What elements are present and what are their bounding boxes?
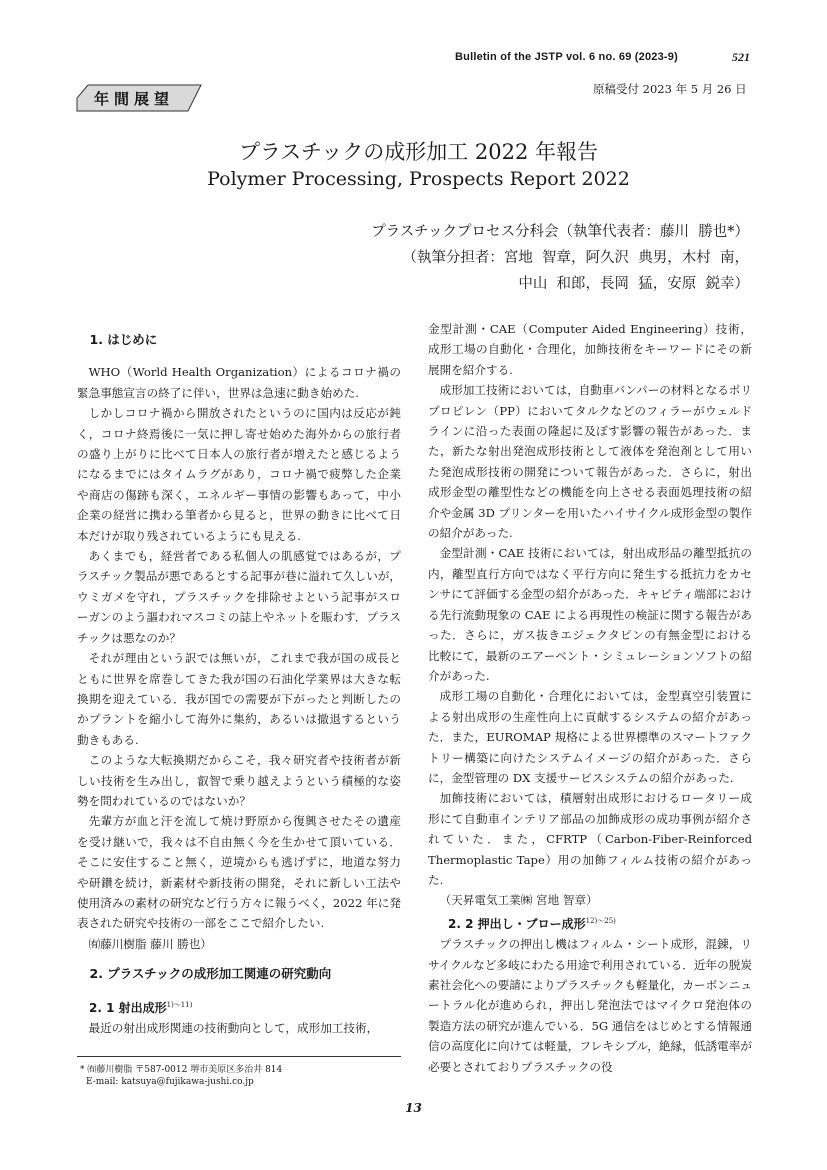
paragraph: プラスチックの押出し機はフィルム・シート成形，混錬，リサイクルなど多岐にわたる用途で利用されている．近年の脱炭素社会化への要請によりプラスチックも軽量化，カーボンニュートラル化が進められ，押出し発泡法ではマイクロ発泡体の製造方法の研究が進んでいる．5G 通信をはじめとする情報通信の高度化に向けては軽量，フレキシブル，絶縁，低誘電率が必要とされておりプラスチックの役 xyxy=(428,937,752,1074)
reference-superscript: 12)～25) xyxy=(585,916,616,925)
page-footer-number: 13 xyxy=(405,1101,422,1115)
subsection-heading-extrusion-blow xyxy=(436,911,752,934)
left-column xyxy=(77,330,401,1038)
paragraph: 最近の射出成形関連の技術動向として，成形加工技術， xyxy=(88,1021,379,1035)
paragraph: 先輩方が血と汗を流して焼け野原から復興させたその遺産を受け継いで，我々は不自由無く今を生かせて頂いている．そこに安住すること無く，逆境からも逃げずに，地道な努力や研鑽を続け，新素材や新技術の開発，それに新しい工法や使用済みの素材の研究など行う方々に報うべく，2022 年に発表された研究や技術の一部をここで紹介したい. xyxy=(77,814,401,931)
section-tag xyxy=(76,84,202,112)
received-date: 原稿受付 2023 年 5 月 26 日 xyxy=(593,82,747,96)
section-tag-label: 年間展望 xyxy=(94,90,175,108)
paragraph: 金型計測・CAE（Computer Aided Engineering）技術，成形工場の自動化・合理化，加飾技術をキーワードにその新展開を紹介する. xyxy=(428,322,752,377)
title-english: Polymer Processing, Prospects Report 2022 xyxy=(207,168,630,190)
footnote-email: E-mail: katsuya@fujikawa-jushi.co.jp xyxy=(86,1077,254,1087)
paragraph: 金型計測・CAE 技術においては，射出成形品の離型抵抗の内，離型直行方向ではなく平行方向に発生する抵抗力をカセンサにて評価する金型の紹介があった．キャビティ端部における先行流動現象の CAE による再現性の検証に関する報告があった．さらに，ガス抜きエジェクタピンの有無金型における比較にて，最新のエアーベント・シミュレーションソフトの紹介があった. xyxy=(428,546,752,683)
paragraph: WHO（World Health Organization）によるコロナ禍の緊急事態宣言の終了に伴い，世界は急速に動き始めた. xyxy=(77,365,401,400)
paragraph: しかしコロナ禍から開放されたというのに国内は反応が鈍く，コロナ終焉後に一気に押し寄せ始めた海外からの旅行者の盛り上がりに比べて日本人の旅行者が増えたと感じるようになるまでにはタイムラグがあり，コロナ禍で疲弊した企業や商店の傷跡も深く，エネルギー事情の影響もあって，中小企業の経営に携わる筆者から見ると，世界の動きに比べて日本だけが取り残されているようにも見える. xyxy=(77,406,401,543)
author-line-2: （執筆分担者：宮地 智章，阿久沢 典男，木村 南， xyxy=(402,250,749,266)
author-line-1: プラスチックプロセス分科会（執筆代表者：藤川 勝也*） xyxy=(371,224,749,240)
subsection-heading-text: 2. 1 射出成形 xyxy=(89,1000,167,1015)
footnote-affiliation: * ㈲藤川樹脂 〒587-0012 堺市美原区多治井 814 xyxy=(80,1065,283,1075)
paragraph: 加飾技術においては，積層射出成形におけるロータリー成形にて自動車インテリア部品の加飾成形の成功事例が紹介されていた．また，CFRTP（Carbon-Fiber-Reinforced Thermoplastic Tape）用の加飾フィルム技術の紹介があった. xyxy=(428,791,752,887)
paragraph: 成形工場の自動化・合理化においては，金型真空引装置による射出成形の生産性向上に貢献するシステムの紹介があった．また，EUROMAP 規格による世界標準のスマートファクトリー構築に向けたシステムイメージの紹介があった．さらに，金型管理の DX 支援サービスシステムの紹介があった. xyxy=(428,689,752,785)
title-japanese: プラスチックの成形加工 2022 年報告 xyxy=(238,140,599,164)
paragraph: それが理由という訳では無いが，これまで我が国の成長とともに世界を席巻してきた我が国の石油化学業界は大きな転換期を迎えている．我が国での需要が下がったと判断したのかプラントを縮小して海外に集約，あるいは撤退するという動きもある. xyxy=(77,651,401,747)
paragraph: あくまでも，経営者である私個人の肌感覚ではあるが，プラスチック製品が悪であるとする記事が巷に溢れて久しいが，ウミガメを守れ，プラスチックを排除せよという記事がスローガンのよう謳われマスコミの誌上やネットを賑わす．プラスチックは悪なのか？ xyxy=(77,549,401,645)
journal-citation: Bulletin of the JSTP vol. 6 no. 69 (2023-9) xyxy=(455,51,678,63)
author-signature: （天昇電気工業㈱ 宮地 智章） xyxy=(439,893,598,908)
subsection-heading-text: 2. 2 押出し・ブロー成形 xyxy=(448,916,586,931)
journal-page-number: 521 xyxy=(732,50,750,64)
footnote-divider xyxy=(77,1056,401,1057)
subsection-heading-injection-molding xyxy=(77,995,401,1018)
paragraph: このような大転換期だからこそ，我々研究者や技術者が新しい技術を生み出し，叡智で乗り越えようという積極的な姿勢を問われているのではないか？ xyxy=(77,753,401,808)
reference-superscript: 1)～11) xyxy=(166,1000,193,1009)
right-column xyxy=(428,319,752,1077)
paragraph: 成形加工技術においては，自動車バンパーの材料となるポリプロピレン（PP）においてタルクなどのフィラーがウェルドラインに沿った表面の隆起に及ぼす影響の報告があった．また，新たな射出発泡成形技術として液体を発泡剤として用いた発泡成形技術の開発について報告があった．さらに，射出成形金型の離型性などの機能を向上させる表面処理技術の紹介や金属 3D プリンターを用いたハイサイクル成形金型の製作の紹介があった. xyxy=(428,383,752,541)
author-signature: ㈲藤川樹脂 藤川 勝也） xyxy=(88,936,212,951)
author-line-3: 中山 和郎，長岡 猛，安原 鋭幸） xyxy=(518,276,749,292)
section-heading-research-trends: 2. プラスチックの成形加工関連の研究動向 xyxy=(89,966,332,982)
section-heading-introduction: 1. はじめに xyxy=(89,332,158,347)
